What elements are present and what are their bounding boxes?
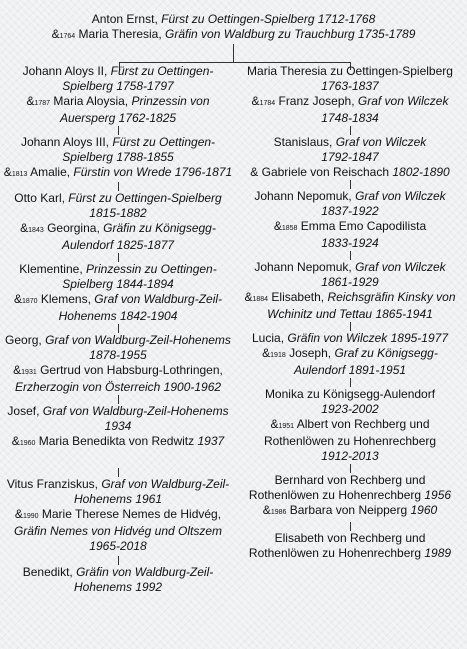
spouse-line-cont: Hohenems 1842-1904 — [58, 309, 178, 323]
left-generation-1 — [2, 64, 234, 126]
person-line: Johann Nepomuk, Graf von Wilczek — [254, 189, 446, 203]
spouse-line-cont: Erzherzogin von Österreich 1900-1962 — [14, 380, 222, 394]
root-connector — [233, 44, 234, 62]
spouse-line: &1986 Barbara von Neipperg 1960 — [262, 503, 438, 517]
right-generation-4 — [234, 260, 466, 322]
spouse-line-cont: Rothenlöwen zu Hohenrechberg — [263, 434, 437, 448]
person-line: Johann Nepomuk, Graf von Wilczek — [254, 260, 446, 274]
left-lineage-column — [2, 64, 234, 595]
right-generation-5 — [234, 331, 466, 378]
person-line: Josef, Graf von Waldburg-Zeil-Hohenems — [7, 404, 229, 418]
spouse-line: &1870 Klemens, Graf von Waldburg-Zeil- — [13, 292, 223, 306]
descent-connector — [234, 126, 466, 135]
left-generation-6 — [2, 404, 234, 451]
spouse-line: &1990 Marie Therese Nemes de Hidvég, — [14, 507, 222, 521]
descent-connector — [234, 251, 466, 260]
person-line: Johann Aloys II, Fürst zu Oettingen- — [22, 64, 214, 78]
person-line-cont: 1837-1922 — [321, 204, 379, 218]
person-line: Benedikt, Gräfin von Waldburg-Zeil- — [22, 565, 214, 579]
person-line: Otto Karl, Fürst zu Oettingen-Spielberg — [14, 191, 222, 205]
descent-connector — [234, 322, 466, 331]
person-line: Maria Theresia zu Oettingen-Spielberg — [247, 64, 453, 78]
person-line-cont: Hohenems 1961 — [73, 492, 163, 506]
spouse-line-cont: 1833-1924 — [321, 236, 379, 250]
person-line-cont: 1815-1882 — [89, 206, 147, 220]
spouse-line-cont: Aulendorf 1825-1877 — [61, 238, 175, 252]
spouse-line: &1918 Joseph, Graf zu Königsegg- — [262, 346, 438, 360]
spouse-line: &1787 Maria Aloysia, Prinzessin von — [26, 94, 210, 108]
person-line: Klementine, Prinzessin zu Oettingen- — [19, 262, 217, 276]
right-generation-7 — [234, 473, 466, 520]
descent-connector — [2, 253, 234, 262]
descent-connector — [234, 464, 466, 473]
person-line-cont: 1878-1955 — [89, 348, 147, 362]
descent-connector — [2, 324, 234, 333]
person-line: Georg, Graf von Waldburg-Zeil-Hohenems — [5, 333, 231, 347]
spouse-line: &1858 Emma Emo Capodilista — [273, 219, 427, 233]
spouse-line: &1951 Albert von Rechberg und — [270, 417, 430, 431]
descent-connector — [234, 522, 466, 531]
person-line-cont: Rothenlöwen zu Hohenrechberg 1989 — [248, 546, 452, 560]
person-line-cont: 1763-1837 — [321, 79, 379, 93]
person-line-cont: 1861-1929 — [321, 275, 379, 289]
spouse-line-cont-2: 1912-2013 — [321, 449, 379, 463]
branch-connector — [119, 62, 350, 63]
left-generation-5 — [2, 333, 234, 395]
person-line: Vitus Franziskus, Graf von Waldburg-Zeil- — [6, 477, 230, 491]
descent-connector — [2, 468, 234, 477]
spouse-line-cont: Wchinitz und Tettau 1865-1941 — [267, 307, 433, 321]
right-lineage-column — [234, 64, 466, 561]
person-line: Stanislaus, Graf von Wilczek — [273, 135, 427, 149]
person-line-cont: 1792-1847 — [321, 150, 379, 164]
person-line: Bernhard von Rechberg und — [274, 473, 426, 487]
left-generation-2 — [2, 135, 234, 182]
spouse-line: &1960 Maria Benedikta von Redwitz 1937 — [11, 434, 225, 448]
descent-connector — [234, 378, 466, 387]
person-line-cont: Spielberg 1788-1855 — [62, 150, 174, 164]
person-line: Lucia, Gräfin von Wilczek 1895-1977 — [252, 331, 448, 345]
person-line: Elisabeth von Rechberg und — [274, 531, 426, 545]
person-line-cont: 1934 — [104, 419, 132, 433]
spouse-line: &1784 Franz Joseph, Graf von Wilczek — [251, 94, 449, 108]
spouse-line: & Gabriele von Reischach 1802-1890 — [250, 165, 450, 179]
spouse-line: &1813 Amalie, Fürstin von Wrede 1796-1871 — [3, 165, 233, 179]
right-generation-3 — [234, 189, 466, 251]
right-generation-1 — [234, 64, 466, 126]
spouse-line: &1843 Georgina, Gräfin zu Königsegg- — [20, 221, 216, 235]
person-line-cont: 1923-2002 — [321, 402, 379, 416]
left-generation-8 — [2, 565, 234, 595]
spouse-line: &1931 Gertrud von Habsburg-Lothringen, — [13, 363, 223, 377]
spouse-line-cont: Gräfin Nemes von Hidvég und Oltszem — [13, 524, 223, 538]
right-generation-8 — [234, 531, 466, 561]
spouse-line-cont: Auersperg 1762-1825 — [59, 111, 177, 125]
left-generation-7 — [2, 477, 234, 554]
spouse-line-cont: 1748-1834 — [321, 111, 379, 125]
right-generation-2 — [234, 135, 466, 180]
spouse-line-cont-2: 1965-2018 — [89, 539, 147, 553]
left-generation-3 — [2, 191, 234, 253]
person-line-cont: Hohenems 1992 — [73, 580, 163, 594]
person-line-cont: Spielberg 1844-1894 — [62, 277, 174, 291]
right-generation-6 — [234, 387, 466, 464]
progenitor-spouse-line: &1764 Maria Theresia, Gräfin von Waldburg zu Trauchburg 1735-1789 — [51, 27, 416, 41]
progenitor-line: Anton Ernst, Fürst zu Oettingen-Spielberg 1712-1768 — [91, 12, 376, 26]
person-line: Johann Aloys III, Fürst zu Oettingen- — [20, 135, 216, 149]
spacer — [2, 451, 234, 468]
descent-connector — [234, 180, 466, 189]
descent-connector — [2, 395, 234, 404]
descent-connector — [2, 556, 234, 565]
spouse-line: &1884 Elisabeth, Reichsgräfin Kinsky von — [244, 290, 456, 304]
left-generation-4 — [2, 262, 234, 324]
progenitor-couple — [0, 12, 467, 44]
descent-connector — [2, 182, 234, 191]
spouse-line-cont: Aulendorf 1891-1951 — [293, 363, 407, 377]
person-line: Monika zu Königsegg-Aulendorf — [264, 387, 436, 401]
descent-connector — [2, 126, 234, 135]
person-line-cont: Spielberg 1758-1797 — [62, 79, 174, 93]
person-line-cont: Rothenlöwen zu Hohenrechberg 1956 — [248, 488, 452, 502]
